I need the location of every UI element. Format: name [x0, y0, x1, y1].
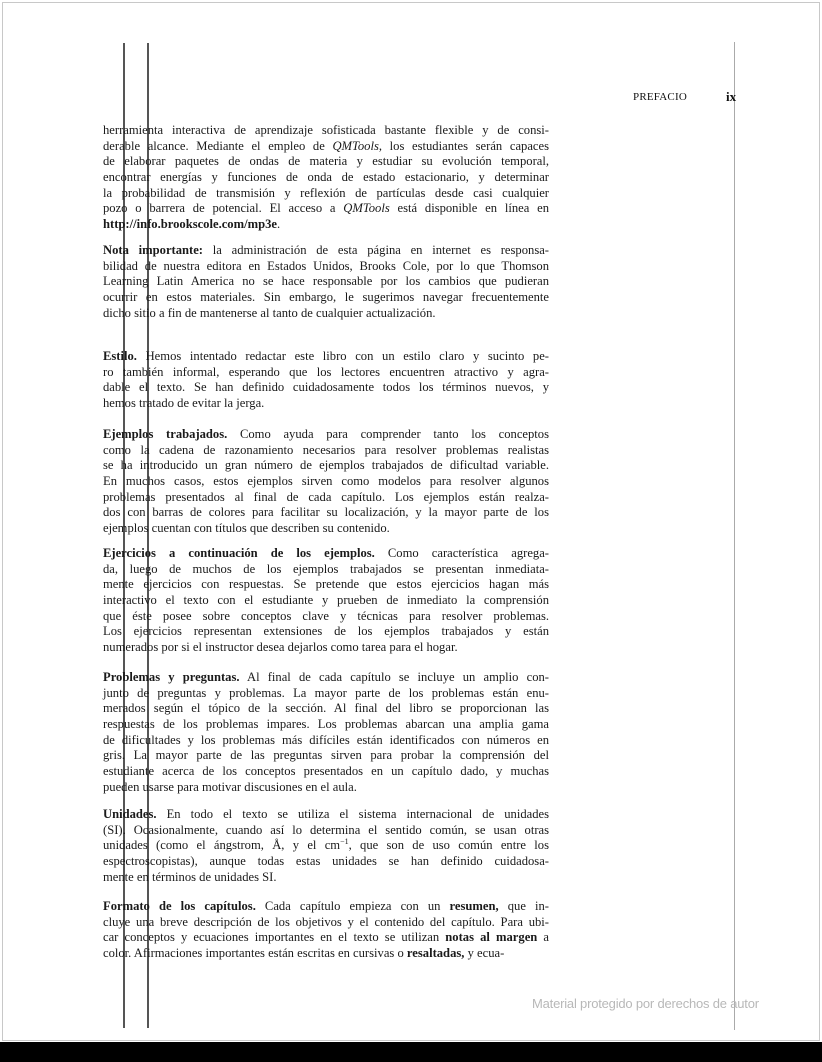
text-line [103, 670, 549, 686]
text-line [103, 593, 549, 609]
text-line [103, 505, 549, 521]
text-segment: como la cadena de razonamiento necesarios para resolver problemas realistas [103, 442, 549, 457]
text-segment: hemos tratado de evitar la jerga. [103, 396, 265, 411]
text-line [103, 546, 549, 562]
text-segment: ro también informal, esperando que los lectores encuentren atractivo y agra- [103, 364, 549, 379]
text-segment: de dificultades y los problemas más difíciles están identificados con números en [103, 732, 549, 747]
text-segment: Como característica agrega- [374, 546, 549, 560]
paragraph-ejemplos-trabajados [103, 427, 549, 537]
text-segment: Los ejercicios representan extensiones de los ejemplos trabajados y están [103, 624, 549, 639]
bold-text: Problemas y preguntas. [103, 670, 240, 684]
text-line [103, 443, 549, 459]
text-segment: los estudiantes serán capaces [382, 138, 549, 153]
text-line [103, 380, 549, 396]
bold-text: Estilo. [103, 349, 137, 363]
paragraph-nota-importante [103, 243, 549, 321]
text-segment: junto de preguntas y problemas. La mayor parte de los problemas están enu- [103, 685, 549, 700]
copyright-watermark: Material protegido por derechos de autor [532, 996, 759, 1011]
bottom-black-bar [0, 1042, 822, 1062]
text-line [103, 823, 549, 839]
paragraph-unidades [103, 807, 549, 885]
text-segment: unidades (como el ángstrom, Å, y el cm [103, 838, 341, 853]
text-line [103, 562, 549, 578]
text-line [103, 870, 549, 886]
text-segment: mente en términos de unidades SI. [103, 869, 277, 884]
bold-text: Nota importante: [103, 243, 204, 257]
text-segment: problemas presentados al final de cada capítulo. Los ejemplos están realza- [103, 489, 549, 504]
text-line [103, 748, 549, 764]
text-segment: cluye una breve descripción de los objetivos y el contenido del capítulo. Para ubi- [103, 914, 549, 929]
text-segment: En todo el texto se utiliza el sistema internacional de unidades [156, 807, 549, 821]
italic-text: QMTools [343, 201, 390, 216]
text-line [103, 170, 549, 186]
page-number: ix [726, 89, 737, 104]
text-segment: , que son de uso común entre los [348, 838, 549, 853]
text-line [103, 306, 549, 322]
text-segment: a [537, 930, 550, 945]
text-line [103, 521, 549, 537]
text-line [103, 807, 549, 823]
text-segment: que in- [498, 899, 549, 913]
text-segment: Como ayuda para comprender tanto los conceptos [227, 427, 550, 441]
text-segment: gris. La mayor parte de las preguntas sirven para probar la comprensión del [103, 748, 549, 763]
text-line [103, 217, 549, 233]
text-line [103, 243, 549, 259]
text-segment: dable el texto. Se han definido cuidadosamente todos los términos nuevos, y [103, 380, 549, 395]
text-line [103, 577, 549, 593]
page-edge-line [734, 42, 735, 1030]
text-segment: pueden usarse para motivar discusiones en el aula. [103, 779, 357, 794]
text-line [103, 780, 549, 796]
running-header-title: PREFACIO [633, 91, 687, 103]
text-segment: Learning Latin America no se hace responsable por los cambios que pudieran [103, 274, 549, 289]
text-segment: respuestas de los problemas impares. Los problemas abarcan una amplia gama [103, 717, 549, 732]
text-line [103, 854, 549, 870]
text-segment: dicho sitio a fin de mantenerse al tanto de cualquier actualización. [103, 305, 436, 320]
text-line [103, 123, 549, 139]
text-line [103, 139, 549, 155]
text-segment: Al final de cada capítulo se incluye un amplio con- [239, 670, 549, 684]
text-line [103, 915, 549, 931]
bold-text: Ejercicios a continuación de los ejemplos. [103, 546, 375, 560]
text-segment: merados según el tópico de la sección. Al final del libro se proporcionan las [103, 701, 549, 716]
text-line [103, 274, 549, 290]
text-segment: la probabilidad de transmisión y reflexión de partículas desde casi cualquier [103, 185, 549, 200]
bold-text: Unidades. [103, 807, 157, 821]
text-line [103, 201, 549, 217]
text-line [103, 458, 549, 474]
text-segment: da, luego de muchos de los ejemplos trabajados se presentan inmediata- [103, 561, 549, 576]
text-line [103, 349, 549, 365]
text-segment: encontrar energías y funciones de onda de estado estacionario, y determinar [103, 170, 549, 185]
text-line [103, 930, 549, 946]
text-segment: (SI). Ocasionalmente, cuando así lo determina el sentido común, se usan otras [103, 822, 549, 837]
bold-text: notas al margen [445, 930, 538, 945]
text-segment: espectroscopistas), aunque todas estas unidades se han definido cuidadosa- [103, 854, 549, 869]
text-segment: pozo o barrera de potencial. El acceso a [103, 201, 344, 216]
text-segment: numerados por si el instructor desea dejarlos como tarea para el hogar. [103, 640, 458, 655]
text-line [103, 686, 549, 702]
text-line [103, 609, 549, 625]
text-line [103, 490, 549, 506]
bold-text: Formato de los capítulos. [103, 899, 256, 913]
paragraph-estilo [103, 349, 549, 412]
text-line [103, 764, 549, 780]
superscript-text: −1 [340, 837, 349, 847]
text-line [103, 899, 549, 915]
bold-text: http://info.brookscole.com/mp3e [103, 217, 277, 232]
text-line [103, 396, 549, 412]
paragraph-formato-capitulos [103, 899, 549, 962]
text-segment: que éste posee sobre conceptos clave y técnicas para resolver problemas. [103, 608, 549, 623]
text-line [103, 365, 549, 381]
text-line [103, 624, 549, 640]
text-segment: herramienta interactiva de aprendizaje sofisticada bastante flexible y de consi- [103, 123, 549, 137]
text-segment: car conceptos y ecuaciones importantes en el texto se utilizan [103, 930, 446, 945]
text-segment: está disponible en línea en [389, 201, 549, 216]
text-segment: estudiante acerca de los conceptos presentados en un capítulo dado, y muchas [103, 764, 549, 779]
text-line [103, 946, 549, 962]
paragraph-qmtools [103, 123, 549, 233]
text-line [103, 640, 549, 656]
text-segment: interactivo el texto con el estudiante y prueben de inmediato la comprensión [103, 593, 549, 608]
text-line [103, 186, 549, 202]
bold-text: resaltadas, [406, 946, 465, 961]
paragraph-problemas-preguntas [103, 670, 549, 796]
text-line [103, 733, 549, 749]
text-segment: de elaborar paquetes de ondas de materia y estudiar su evolución temporal, [103, 154, 549, 169]
text-segment: dos con barras de colores para facilitar su localización, y la mayor parte de los [103, 505, 549, 520]
text-line [103, 838, 549, 854]
bold-text: resumen, [449, 899, 499, 913]
text-segment: se ha introducido un gran número de ejemplos trabajados de dificultad variable. [103, 458, 549, 473]
text-line [103, 290, 549, 306]
text-segment: y ecua- [464, 946, 505, 961]
text-segment: la administración de esta página en internet es responsa- [203, 243, 550, 257]
text-segment: . [276, 217, 281, 232]
text-segment: ejemplos cuentan con títulos que describen su contenido. [103, 521, 390, 536]
text-segment: derable alcance. Mediante el empleo de [103, 138, 333, 153]
text-line [103, 427, 549, 443]
text-segment: ocurrir en estos materiales. Sin embargo, le sugerimos navegar frecuentemente [103, 290, 549, 305]
text-segment: Cada capítulo empieza con un [255, 899, 450, 913]
text-line [103, 259, 549, 275]
text-line [103, 474, 549, 490]
text-line [103, 717, 549, 733]
bold-text: Ejemplos trabajados. [103, 427, 228, 441]
text-segment: mente ejercicios con respuestas. Se pretende que estos ejercicios hagan más [103, 577, 549, 592]
text-line [103, 701, 549, 717]
paragraph-ejercicios [103, 546, 549, 656]
italic-text: QMTools, [332, 138, 383, 153]
text-segment: bilidad de nuestra editora en Estados Unidos, Brooks Cole, por lo que Thomson [103, 258, 549, 273]
text-segment: color. Afirmaciones importantes están escritas en cursivas o [103, 946, 407, 961]
text-segment: En muchos casos, estos ejemplos sirven como modelos para resolver algunos [103, 474, 549, 489]
text-line [103, 154, 549, 170]
text-segment: Hemos intentado redactar este libro con un estilo claro y sucinto pe- [136, 349, 549, 363]
